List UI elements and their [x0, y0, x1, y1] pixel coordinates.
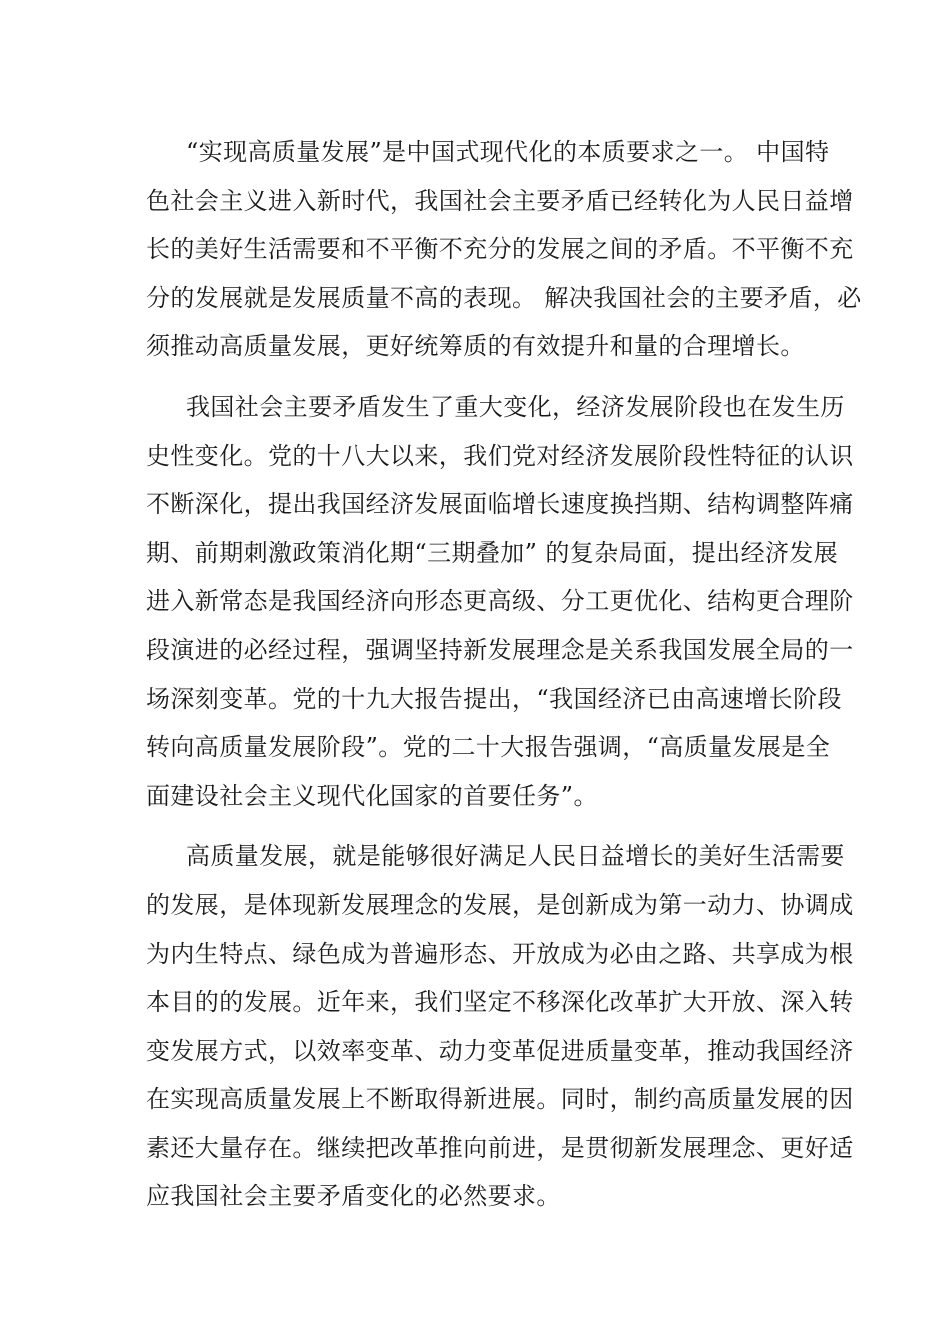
- paragraph-line: 面建设社会主义现代化国家的首要任务”。: [146, 781, 598, 810]
- paragraph-line: 变发展方式，以效率变革、动力变革促进质量变革，推动我国经济: [146, 1036, 854, 1065]
- paragraph-1: [146, 128, 862, 371]
- paragraph-line: “实现高质量发展”是中国式现代化的本质要求之一。 中国特: [186, 138, 830, 166]
- paragraph-line: 场深刻变革。党的十九大报告提出，“我国经济已由高速增长阶段: [146, 684, 842, 713]
- paragraph-line: 高质量发展，就是能够很好满足人民日益增长的美好生活需要: [186, 842, 845, 871]
- paragraph-line: 史性变化。党的十八大以来，我们党对经济发展阶段性特征的认识: [146, 441, 854, 470]
- paragraph-line: 色社会主义进入新时代，我国社会主要矛盾已经转化为人民日益增: [146, 186, 854, 215]
- paragraph-line: 转向高质量发展阶段”。党的二十大报告强调，“高质量发展是全: [146, 733, 831, 762]
- paragraph-line: 分的发展就是发展质量不高的表现。 解决我国社会的主要矛盾，必: [146, 283, 862, 312]
- paragraph-line: 进入新常态是我国经济向形态更高级、分工更优化、结构更合理阶: [146, 587, 854, 616]
- paragraph-line: 素还大量存在。继续把改革推向前进，是贯彻新发展理念、更好适: [146, 1133, 854, 1162]
- paragraph-line: 期、前期刺激政策消化期“三期叠加” 的复杂局面，提出经济发展: [146, 538, 839, 567]
- paragraph-3: [146, 832, 854, 1221]
- paragraph-line: 应我国社会主要矛盾变化的必然要求。: [146, 1182, 561, 1211]
- paragraph-line: 我国社会主要矛盾发生了重大变化，经济发展阶段也在发生历: [186, 392, 845, 421]
- paragraph-line: 本目的的发展。近年来，我们坚定不移深化改革扩大开放、深入转: [146, 988, 854, 1017]
- paragraph-line: 段演进的必经过程，强调坚持新发展理念是关系我国发展全局的一: [146, 635, 854, 664]
- document-body: [146, 128, 862, 1221]
- paragraph-line: 长的美好生活需要和不平衡不充分的发展之间的矛盾。不平衡不充: [146, 235, 854, 264]
- paragraph-line: 不断深化，提出我国经济发展面临增长速度换挡期、结构调整阵痛: [146, 490, 854, 519]
- paragraph-line: 须推动高质量发展，更好统筹质的有效提升和量的合理增长。: [146, 332, 805, 361]
- paragraph-line: 在实现高质量发展上不断取得新进展。同时，制约高质量发展的因: [146, 1085, 854, 1114]
- paragraph-line: 的发展，是体现新发展理念的发展，是创新成为第一动力、协调成: [146, 890, 854, 919]
- paragraph-line: 为内生特点、绿色成为普遍形态、开放成为必由之路、共享成为根: [146, 939, 854, 968]
- paragraph-2: [146, 383, 854, 820]
